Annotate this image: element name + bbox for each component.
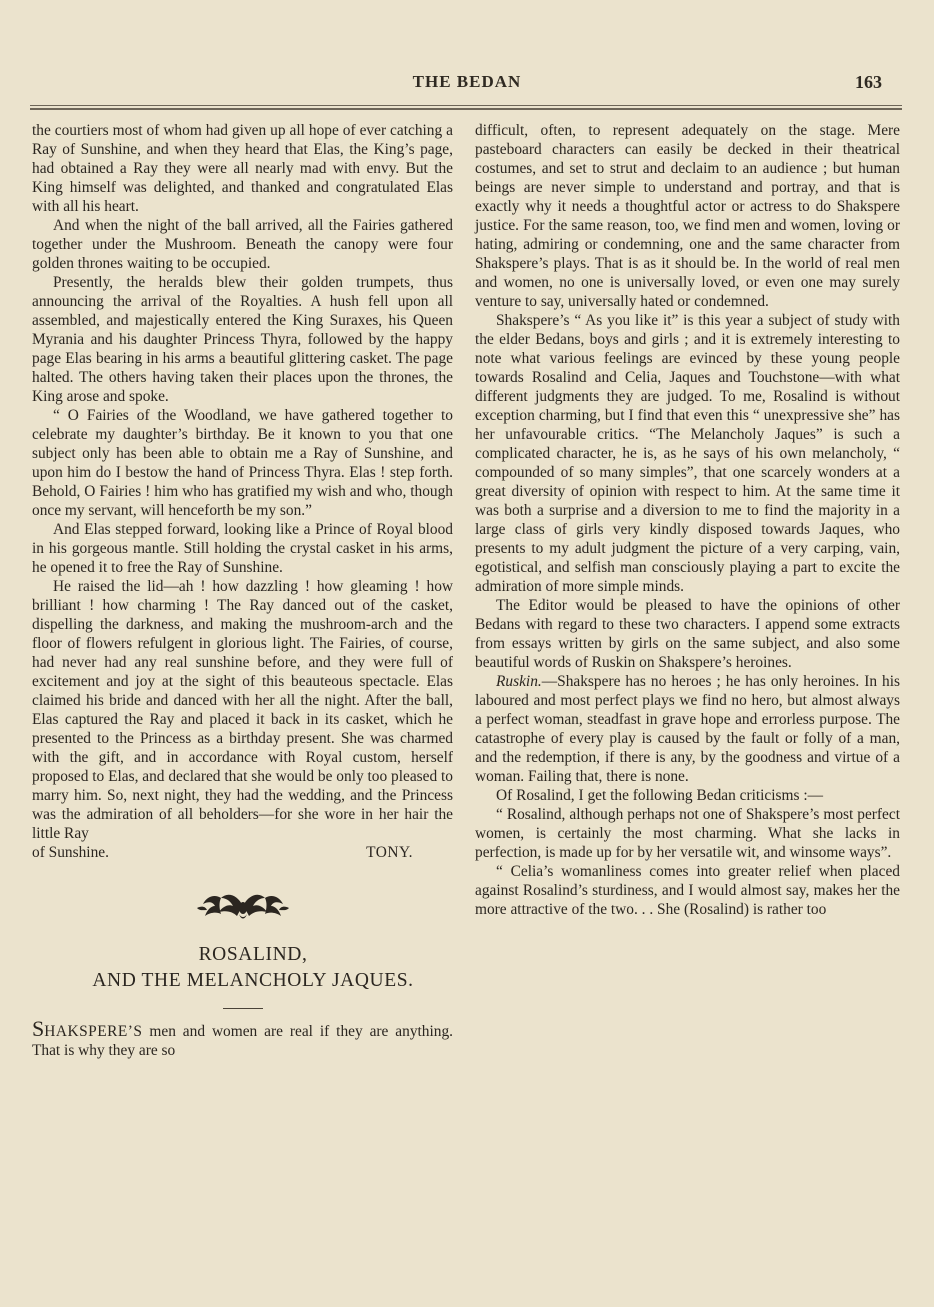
- paragraph: Shakspere’s “ As you like it” is this year a subject of study with the elder Bedans, boys and girls ; and it is extremely interesting to note what various feelings are evinced by these young people towards Rosalind and Celia, Jaques and Touchstone—with what different judgments they are judged. To me, Rosalind is without exception charming, but I find that even this “ unexpressive she” has her unfavourable critics. “The Melancholy Jaques” is such a complicated character, he is, as he says of his own melancholy, “ compounded of so many simples”, that one scarcely wonders at a great diversity of opinion with respect to him. At the same time it was both a surprise and a diversion to me to find the majority in a large class of girls very kindly disposed towards Jaques, who presents to my adult judgment the picture of a very carping, vain, egotistical, and selfish man consciously playing a part to excite the admiration of more simple minds.: [475, 312, 900, 595]
- paragraph: “ Celia’s womanliness comes into greater relief when placed against Rosalind’s sturdiness, and I would almost say, makes her the more attractive of the two. . . She (Rosalind) is rather too: [475, 863, 900, 918]
- heading-rule: [223, 1008, 263, 1009]
- paragraph: “ Rosalind, although perhaps not one of Shakspere’s most perfect women, is certainly the most charming. What she lacks in perfection, is made up for by her versatile wit, and winsome ways”.: [475, 806, 900, 861]
- paragraph: And when the night of the ball arrived, all the Fairies gathered together under the Mushroom. Beneath the canopy were four golden thrones waiting to be occupied.: [32, 217, 453, 272]
- header-rule-thin: [30, 105, 902, 106]
- page-number: 163: [855, 72, 882, 92]
- ruskin-text: —Shakspere has no heroes ; he has only heroines. In his laboured and most perfect plays we find no hero, but almost always a perfect woman, steadfast in grave hope and errorless purpose. The catastrophe of every play is caused by the fault or folly of a man, and the redemption, if there is any, by the goodness and virtue of a woman. Failing that, there is none.: [475, 673, 900, 785]
- drop-cap: S: [32, 1016, 45, 1041]
- article-opening: [32, 1016, 453, 1060]
- opening-text: men and women are real if they are anything. That is why they are so: [32, 1023, 453, 1059]
- right-column: [475, 121, 900, 919]
- page-header: [30, 72, 904, 98]
- paragraph: the courtiers most of whom had given up all hope of ever catching a Ray of Sunshine, and when they heard that Elas, the King’s page, had obtained a Ray they were all nearly mad with envy. But the King himself was delighted, and thanked and congratulated Elas with all his heart.: [32, 122, 453, 215]
- fleuron-ornament-icon: [193, 884, 293, 928]
- paragraph: Presently, the heralds blew their golden trumpets, thus announcing the arrival of the Royalties. A hush fell upon all assembled, and majestically entered the King Suraxes, his Queen Myrania and his daughter Princess Thyra, followed by the happy page Elas bearing in his arms a beautiful glittering casket. The page halted. The others having taken their places upon the thrones, the King arose and spoke.: [32, 274, 453, 405]
- header-rule-thick: [30, 108, 902, 110]
- left-column: [32, 121, 453, 1060]
- paragraph: Of Rosalind, I get the following Bedan criticisms :—: [496, 787, 823, 804]
- story-signoff: [32, 843, 453, 862]
- paragraph: “ O Fairies of the Woodland, we have gathered together to celebrate my daughter’s birthday. Be it known to you that one subject only has been able to obtain me a Ray of Sunshine, and upon him do I bestow the hand of Princess Thyra. Elas ! step forth. Behold, O Fairies ! him who has gratified my wish and who, though once my servant, will henceforth be my son.”: [32, 407, 453, 519]
- ruskin-quote: [475, 672, 900, 786]
- paragraph: difficult, often, to represent adequately on the stage. Mere pasteboard characters can easily be decked in their theatrical costumes, and set to strut and declaim to an audience ; but human beings are never simple to understand and portray, and that is exactly why it needs a thoughtful actor or actress to do Shakspere justice. For the same reason, too, we find men and women, loving or hating, admiring or condemning, one and the same character from Shakspere’s plays. That is as it should be. In the world of real men and women, no one is universally loved, or even one may surely venture to say, universally hated or condemned.: [475, 122, 900, 310]
- ruskin-label: Ruskin.: [496, 673, 542, 690]
- article-subheading: AND THE MELANCHOLY JAQUES.: [92, 970, 414, 991]
- paragraph: And Elas stepped forward, looking like a Prince of Royal blood in his gorgeous mantle. Still holding the crystal casket in his arms, he opened it to free the Ray of Sunshine.: [32, 521, 453, 576]
- author-signature: TONY.: [366, 844, 413, 861]
- article-heading: ROSALIND,: [198, 944, 308, 965]
- closing-line: of Sunshine.: [32, 844, 109, 861]
- paragraph: He raised the lid—ah ! how dazzling ! how gleaming ! how brilliant ! how charming ! The Ray danced out of the casket, dispelling the darkness, and making the mushroom-arch and the floor of flowers refulgent in glorious light. The Fairies, of course, had never had any real sunshine before, and they were full of excitement and joy at the sight of this beauteous spectacle. Elas claimed his bride and danced with her all the night. After the ball, Elas captured the Ray and placed it back in its casket, which he presented to the Princess as a birthday present. She was charmed with the gift, and in accordance with Royal custom, herself proposed to Elas, and declared that she would be only too pleased to marry him. So, next night, they had the wedding, and the Princess was the admiration of all beholders—for she wore in her hair the little Ray: [32, 578, 453, 842]
- paragraph: The Editor would be pleased to have the opinions of other Bedans with regard to these two characters. I append some extracts from essays written by girls on the same subject, and also some beautiful words of Ruskin on Shakspere’s heroines.: [475, 597, 900, 671]
- running-title: THE BEDAN: [412, 72, 522, 91]
- opening-smallcaps: HAKSPERE’S: [44, 1023, 143, 1040]
